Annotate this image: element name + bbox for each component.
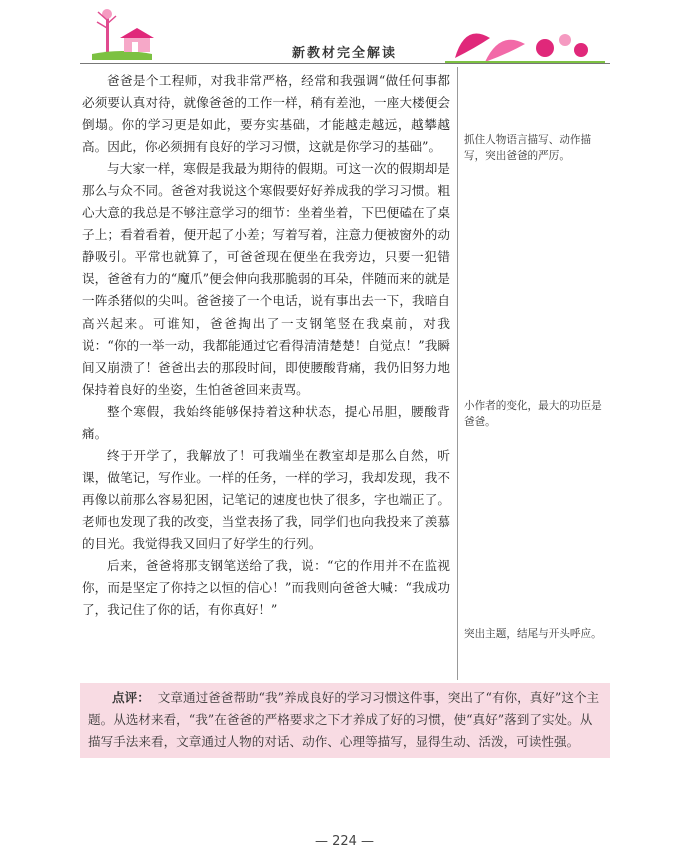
side-note: 抓住人物语言描写、动作描写，突出爸爸的严厉。 (464, 134, 592, 162)
page-number: — 224 — (314, 834, 375, 849)
side-note: 突出主题，结尾与开头呼应。 (464, 628, 602, 640)
essay-paragraph: 后来，爸爸将那支钢笔送给了我，说：“它的作用并不在监视你，而是坚定了你持之以恒的信心！”而我则向爸爸大喊：“我成功了，我记住了你的话，有你真好！” (82, 558, 450, 618)
header-divider (80, 63, 610, 64)
essay-paragraph: 终于开学了，我解放了！可我端坐在教室却是那么自然，听课，做笔记，写作业。一样的任务，一样的学习，我却发现，我不再像以前那么容易犯困，记笔记的速度也快了很多，字也端正了。老师也发现了我的改变，当堂表扬了我，同学们也向我投来了羡慕的目光。我觉得我又回归了好学生的行列。 (82, 447, 450, 551)
margin-divider (457, 67, 458, 680)
page-header (0, 0, 689, 70)
commentary-label: 点评： (112, 690, 150, 705)
commentary-text: 文章通过爸爸帮助“我”养成良好的学习习惯这件事，突出了“有你，真好”这个主题。从选材来看，“我”在爸爸的严格要求之下才养成了好的习惯，使“真好”落到了实处。从描写手法来看，文章通过人物的对话、动作、心理等描写，显得生动、活泼，可读性强。 (88, 690, 600, 750)
essay-paragraph: 与大家一样，寒假是我最为期待的假期。可这一次的假期却是那么与众不同。爸爸对我说这个寒假要好好养成我的学习习惯。粗心大意的我总是不够注意学习的细节：坐着坐着，下巴便磕在了桌子上；看着看着，便开起了小差；写着写着，注意力便被窗外的动静吸引。平常也就算了，可爸爸现在便坐在我旁边，只要一犯错误，爸爸有力的“魔爪”便会伸向我那脆弱的耳朵，伴随而来的就是一阵杀猪似的尖叫。爸爸接了一个电话，说有事出去一下，我暗自高兴起来。可谁知，爸爸掏出了一支钢笔竖在我桌前，对我说：“你的一举一动，我都能通过它看得清清楚楚！自觉点！”我瞬间又崩溃了！爸爸出去的那段时间，即使腰酸背痛，我仍旧努力地保持着良好的坐姿，生怕爸爸回来责骂。 (82, 161, 450, 397)
side-note: 小作者的变化，最大的功臣是爸爸。 (464, 400, 602, 428)
book-title: 新教材完全解读 (291, 46, 397, 61)
essay-body (82, 70, 450, 621)
essay-paragraph: 整个寒假，我始终能够保持着这种状态，提心吊胆，腰酸背痛。 (82, 403, 450, 441)
essay-paragraph: 爸爸是个工程师，对我非常严格，经常和我强调“做任何事都必须要认真对待，就像爸爸的工作一样，稍有差池，一座大楼便会倒塌。你的学习更是如此，要夯实基础，才能越走越远，越攀越高。因此，你必须拥有良好的学习习惯，这就是你学习的基础”。 (82, 73, 450, 155)
commentary-box (80, 683, 610, 758)
